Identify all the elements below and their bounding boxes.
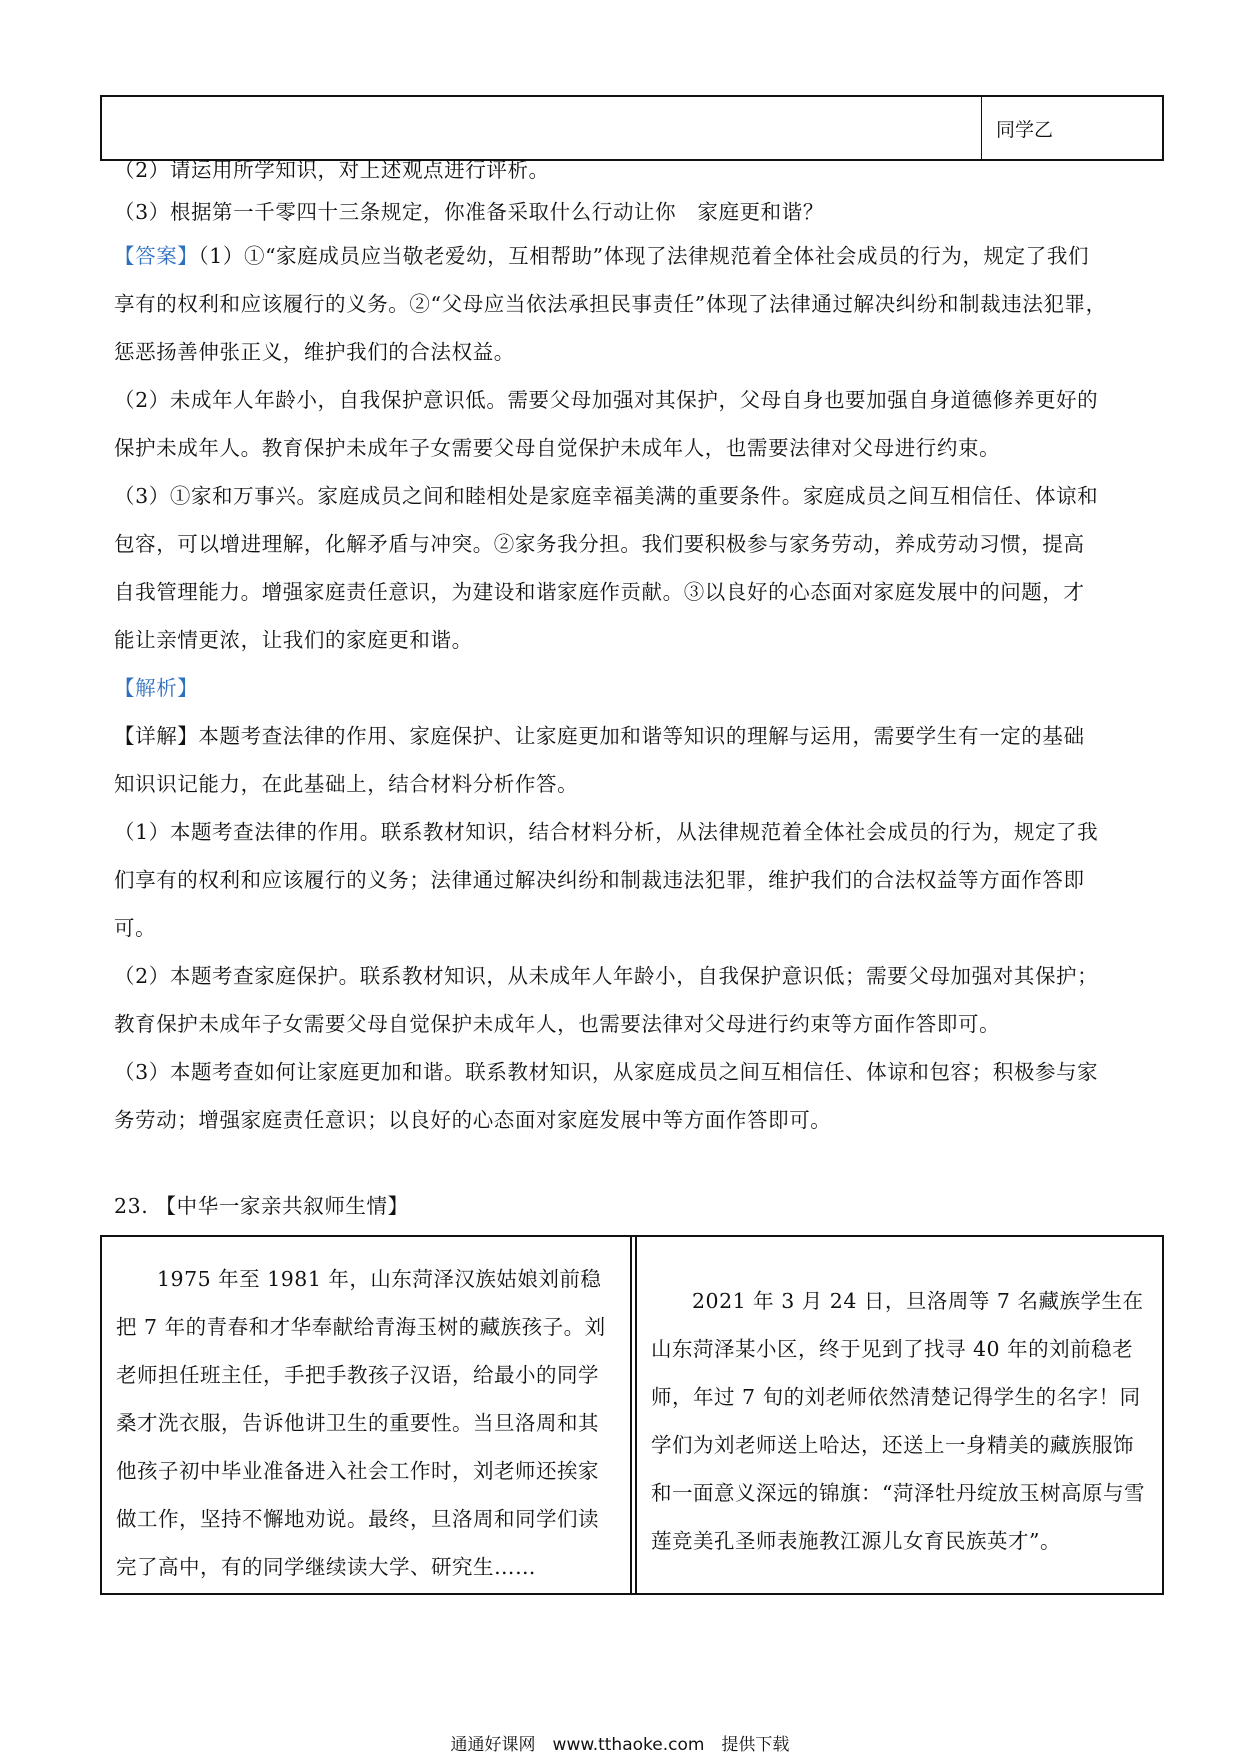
detail-line-1: 【详解】本题考查法律的作用、家庭保护、让家庭更加和谐等知识的理解与运用，需要学生有一定的基础 [114,724,1085,748]
detail-2-line-1: （2）本题考查家庭保护。联系教材知识，从未成年人年龄小，自我保护意识低；需要父母加强对其保护； [114,964,1099,988]
q23-heading: 23. 【中华一家亲共叙师生情】 [114,1194,409,1218]
answer-3-line-4: 能让亲情更浓，让我们的家庭更和谐。 [114,628,473,652]
story-table [100,1235,1164,1595]
answer-2-line-2: 保护未成年人。教育保护未成年子女需要父母自觉保护未成年人，也需要法律对父母进行约束。 [114,436,1001,460]
story-right-cell: 2021 年 3 月 24 日，旦洛周等 7 名藏族学生在山东菏泽某小区，终于见到了找寻 40 年的刘前稳老师，年过 7 旬的刘老师依然清楚记得学生的名字！同学们为刘老师送上哈达，还送上一身精美的藏族服饰和一面意义深远的锦旗：“菏泽牡丹绽放玉树高原与雪莲竞美孔圣师表施教江源儿女育民族英才”。 [635,1237,1162,1593]
answer-2-line-1: （2）未成年人年龄小，自我保护意识低。需要父母加强对其保护，父母自身也要加强自身道德修养更好的 [114,388,1099,412]
top-table-right-cell: 同学乙 [996,118,1054,141]
question-2: （2）请运用所学知识，对上述观点进行评析。 [114,158,550,182]
analysis-tag: 【解析】 [114,676,199,700]
answer-1-line-1: （1）①“家庭成员应当敬老爱幼，互相帮助”体现了法律规范着全体社会成员的行为，规定了我们 [198,244,1090,268]
answer-tag: 【答案】 [114,244,199,268]
story-left-cell: 1975 年至 1981 年，山东菏泽汉族姑娘刘前稳把 7 年的青春和才华奉献给青海玉树的藏族孩子。刘老师担任班主任，手把手教孩子汉语，给最小的同学桑才洗衣服，告诉他讲卫生的重要性。当旦洛周和其他孩子初中毕业准备进入社会工作时，刘老师还挨家做工作，坚持不懈地劝说。最终，旦洛周和同学们读完了高中，有的同学继续读大学、研究生…… [102,1237,632,1593]
detail-3-line-2: 务劳动；增强家庭责任意识；以良好的心态面对家庭发展中等方面作答即可。 [114,1108,832,1132]
answer-line-1 [114,232,1154,280]
answer-3-line-1: （3）①家和万事兴。家庭成员之间和睦相处是家庭幸福美满的重要条件。家庭成员之间互相信任、体谅和 [114,484,1099,508]
question-3: （3）根据第一千零四十三条规定，你准备采取什么行动让你 家庭更和谐？ [114,200,824,224]
answer-1-line-2: 享有的权利和应该履行的义务。②“父母应当依法承担民事责任”体现了法律通过解决纠纷和制裁违法犯罪， [114,292,1107,316]
answer-1-line-3: 惩恶扬善伸张正义，维护我们的合法权益。 [114,340,515,364]
detail-1-line-3: 可。 [114,916,157,940]
detail-1-line-2: 们享有的权利和应该履行的义务；法律通过解决纠纷和制裁违法犯罪，维护我们的合法权益等方面作答即 [114,868,1085,892]
detail-line-2: 知识识记能力，在此基础上，结合材料分析作答。 [114,772,579,796]
answer-3-line-2: 包容，可以增进理解，化解矛盾与冲突。②家务我分担。我们要积极参与家务劳动，养成劳动习惯，提高 [114,532,1085,556]
footer-watermark: 通通好课网 www.tthaoke.com 提供下载 [450,1735,790,1755]
detail-1-line-1: （1）本题考查法律的作用。联系教材知识，结合材料分析，从法律规范着全体社会成员的行为，规定了我 [114,820,1099,844]
detail-3-line-1: （3）本题考查如何让家庭更加和谐。联系教材知识，从家庭成员之间互相信任、体谅和包容；积极参与家 [114,1060,1099,1084]
answer-3-line-3: 自我管理能力。增强家庭责任意识，为建设和谐家庭作贡献。③以良好的心态面对家庭发展中的问题，才 [114,580,1085,604]
detail-2-line-2: 教育保护未成年子女需要父母自觉保护未成年人，也需要法律对父母进行约束等方面作答即可。 [114,1012,1001,1036]
